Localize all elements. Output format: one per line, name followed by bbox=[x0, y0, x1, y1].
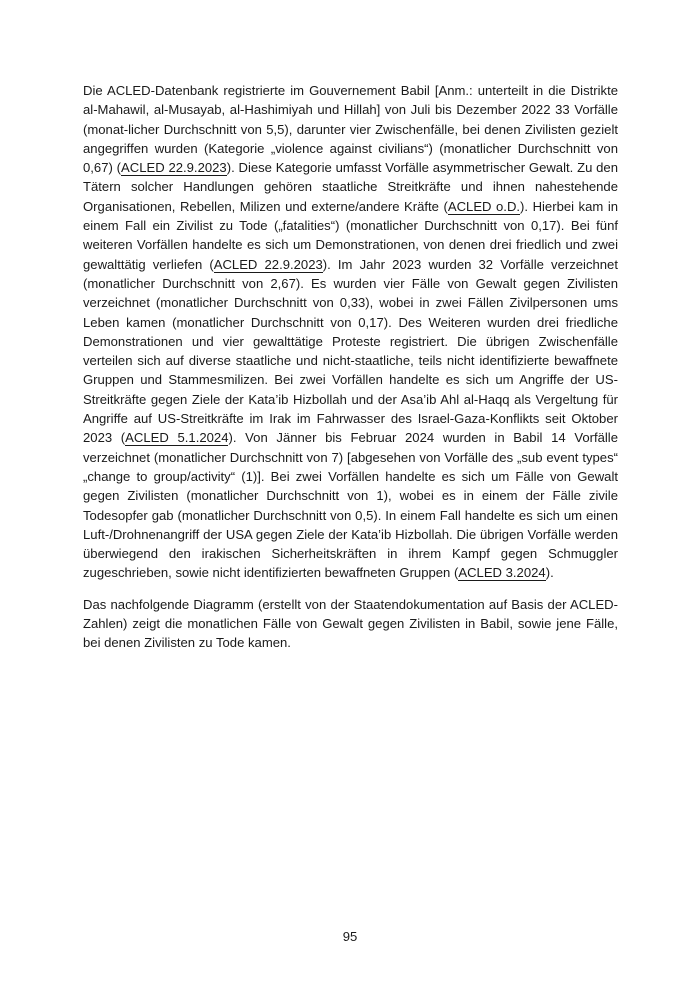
text-segment: ). bbox=[545, 565, 554, 581]
text-segment: ). Hierbei kam in einem Fall ein Zivilist zu Tode („fatalities“) (monatlicher Durchschnitt von 0,17). Bei fünf weiteren Vorfällen handelte es sich um Demonstrationen, von denen drei friedlich und zwei gewalttätig verliefen ( bbox=[83, 198, 619, 272]
citation-link-acled-22-9-2023[interactable]: ACLED 22.9.2023 bbox=[213, 256, 323, 272]
document-body bbox=[83, 81, 618, 665]
text-segment: ). Im Jahr 2023 wurden 32 Vorfälle verzeichnet (monatlicher Durchschnitt von 2,67). Es wurden vier Fälle von Gewalt gegen Zivilisten verzeichnet (monatlicher Durchschnitt von 0,33), wobei in zwei Fällen Zivilpersonen ums Leben kamen (monatlicher Durchschnitt von 0,17). Des Weiteren wurden drei friedliche Demonstrationen und vier gewalttätige Proteste registriert. Die übrigen Zwischenfälle verteilen sich auf diverse staatliche und nicht-staatliche, teils nicht identifizierte bewaffnete Gruppen und Stammesmilizen. Bei zwei Vorfällen handelte es sich um Angriffe der US-Streitkräfte gegen Ziele der Kata’ib Hizbollah und der Asa’ib Ahl al-Haqq als Vergeltung für Angriffe auf US-Streitkräfte im Irak im Fahrwasser des Israel-Gaza-Konflikts seit Oktober 2023 ( bbox=[83, 256, 618, 446]
text-segment: ). Diese Kategorie umfasst Vorfälle asymmetrischer Gewalt. Zu den Tätern solcher Handlungen gehören staatliche Streitkräfte und ihnen nahestehende Organisationen, Rebellen, Milizen und externe/andere Kräfte ( bbox=[83, 160, 618, 214]
citation-link-acled-od[interactable]: ACLED o.D. bbox=[447, 198, 521, 214]
text-segment: ). Von Jänner bis Februar 2024 wurden in Babil 14 Vorfälle verzeichnet (monatlicher Durchschnitt von 7) [abgesehen von Vorfälle des „sub event types“ „change to group/activity“ (1)]. Bei zwei Vorfällen handelte es sich um Fälle von Gewalt gegen Zivilisten (monatlicher Durchschnitt von 1), wobei es in einem der Fälle zivile Todesopfer gab (monatlicher Durchschnitt von 0,5). In einem Fall handelte es sich um einen Luft-/Drohnenangriff der USA gegen Ziele der Kata’ib Hizbollah. Die übrigen Vorfälle werden überwiegend den irakischen Sicherheitskräften in ihrem Kampf gegen Schmuggler zugeschrieben, sowie nicht identifizierten bewaffneten Gruppen ( bbox=[83, 430, 618, 581]
paragraph-diagram-intro bbox=[83, 595, 618, 653]
citation-link-acled-3-2024[interactable]: ACLED 3.2024 bbox=[458, 565, 546, 581]
citation-link-acled-22-9-2023[interactable]: ACLED 22.9.2023 bbox=[121, 160, 227, 176]
paragraph-acled-babil bbox=[83, 81, 618, 583]
page-number: 95 bbox=[342, 929, 358, 944]
text-segment: Das nachfolgende Diagramm (erstellt von der Staatendokumentation auf Basis der ACLED-Zahlen) zeigt die monatlichen Fälle von Gewalt gegen Zivilisten in Babil, sowie jene Fälle, bei denen Zivilisten zu Tode kamen. bbox=[83, 596, 618, 651]
text-segment: Die ACLED-Datenbank registrierte im Gouvernement Babil [Anm.: unterteilt in die Distrikte al-Mahawil, al-Musayab, al-Hashimiyah und Hillah] von Juli bis Dezember 2022 33 Vorfälle (monat-licher Durchschnitt von 5,5), darunter vier Zwischenfälle, bei denen Zivilisten gezielt angegriffen wurden (Kategorie „violence against civilians“) (monatlicher Durchschnitt von 0,67) ( bbox=[83, 83, 618, 176]
citation-link-acled-5-1-2024[interactable]: ACLED 5.1.2024 bbox=[125, 430, 229, 446]
